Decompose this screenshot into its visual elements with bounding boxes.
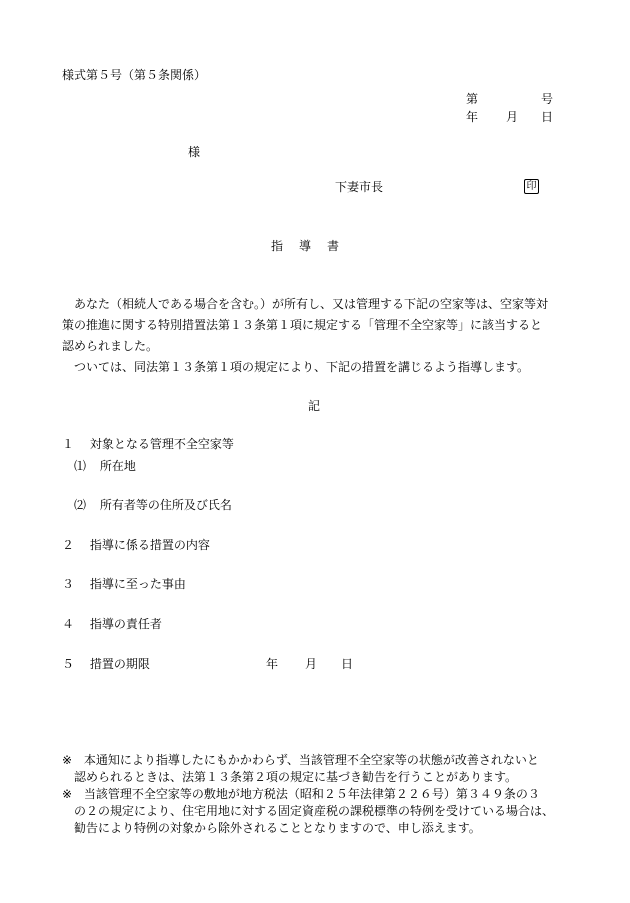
item-number: ４ — [62, 617, 75, 631]
ki-heading: 記 — [308, 399, 321, 413]
item-number: １ — [62, 437, 75, 451]
item-label: 指導に係る措置の内容 — [89, 538, 210, 552]
item-label: 対象となる管理不全空家等 — [89, 437, 234, 451]
note-line: の２の規定により、住宅用地に対する固定資産税の課税標準の特例を受けている場合は、 — [74, 804, 555, 818]
note-line: 勧告により特例の対象から除外されることとなりますので、申し添えます。 — [74, 821, 481, 835]
item-label: 所在地 — [99, 459, 136, 473]
note-1 — [62, 752, 582, 786]
body-paragraph-1 — [62, 294, 582, 378]
body-line: 認められました。 — [62, 339, 159, 353]
addressee-suffix: 様 — [188, 145, 201, 159]
item-1-sub-2 — [74, 499, 232, 511]
seal-mark — [524, 179, 539, 194]
note-line: 認められるときは、法第１３条第２項の規定に基づき勧告を行うことがあります。 — [74, 770, 518, 784]
item-3 — [62, 578, 186, 590]
deadline-month: 月 — [305, 657, 318, 671]
document-title: 指 導 書 — [271, 239, 342, 253]
date-day: 日 — [541, 110, 554, 124]
item-1-sub-1 — [74, 460, 136, 472]
date-month: 月 — [506, 110, 519, 124]
item-number: ２ — [62, 538, 75, 552]
note-mark: ※ — [62, 753, 73, 767]
note-text: 本通知により指導したにもかかわらず、当該管理不全空家等の状態が改善されないと — [83, 753, 539, 767]
item-5 — [62, 658, 150, 670]
note-text: 当該管理不全空家等の敷地が地方税法（昭和２５年法律第２２６号）第３４９条の３ — [83, 787, 540, 801]
item-1 — [62, 438, 234, 450]
note-mark: ※ — [62, 787, 73, 801]
item-number: ５ — [62, 657, 75, 671]
item-4 — [62, 618, 162, 630]
form-label: 様式第５号（第５条関係） — [62, 68, 207, 82]
item-label: 指導に至った事由 — [89, 577, 186, 591]
item-number: ⑵ — [74, 498, 87, 512]
item-2 — [62, 539, 210, 551]
note-line — [62, 786, 582, 803]
body-line: ついては、同法第１３条第１項の規定により、下記の措置を講じるよう指導します。 — [74, 360, 530, 374]
note-line — [62, 752, 582, 769]
seal-icon: 印 — [524, 179, 539, 194]
item-label: 指導の責任者 — [89, 617, 162, 631]
deadline-day: 日 — [341, 657, 354, 671]
item-number: ⑴ — [74, 459, 87, 473]
date-year: 年 — [466, 110, 479, 124]
item-label: 措置の期限 — [89, 657, 150, 671]
body-line: 策の推進に関する特別措置法第１３条第１項に規定する「管理不全空家等」に該当すると — [62, 318, 543, 332]
number-dai: 第 — [466, 92, 479, 106]
issuer-name: 下妻市長 — [335, 180, 384, 194]
number-go: 号 — [541, 92, 554, 106]
body-line: あなた（相続人である場合を含む。）が所有し、又は管理する下記の空家等は、空家等対 — [74, 297, 549, 311]
item-number: ３ — [62, 577, 75, 591]
note-2 — [62, 786, 582, 837]
deadline-year: 年 — [266, 657, 279, 671]
item-label: 所有者等の住所及び氏名 — [99, 498, 232, 512]
